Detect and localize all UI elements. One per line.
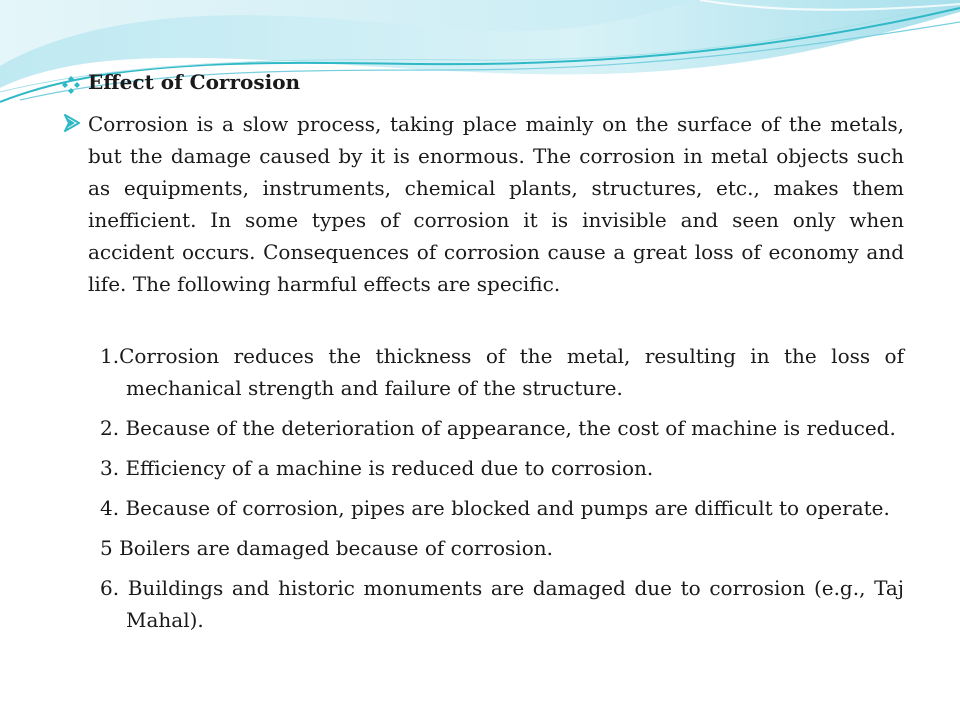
list-item: 1.Corrosion reduces the thickness of the metal, resulting in the loss of mechanical strength and failure of the structure. bbox=[100, 344, 904, 400]
arrow-right-icon bbox=[62, 113, 82, 133]
list-item: 2. Because of the deterioration of appearance, the cost of machine is reduced. bbox=[100, 416, 896, 440]
list-item: 3. Efficiency of a machine is reduced due to corrosion. bbox=[100, 456, 654, 480]
list-item: 5 Boilers are damaged because of corrosion. bbox=[100, 536, 553, 560]
list-item: 6. Buildings and historic monuments are damaged due to corrosion (e.g., Taj Mahal). bbox=[100, 576, 904, 632]
four-diamond-icon bbox=[62, 76, 80, 94]
intro-paragraph: Corrosion is a slow process, taking place mainly on the surface of the metals, but the damage caused by it is enormous. The corrosion in metal objects such as equipments, instruments, chemical plants, structures, etc., makes them inefficient. In some types of corrosion it is invisible and seen only when accident occurs. Consequences of corrosion cause a great loss of economy and life. The following harmful effects are specific. bbox=[88, 112, 904, 296]
effects-list bbox=[100, 340, 904, 644]
slide-heading: Effect of Corrosion bbox=[88, 70, 301, 94]
list-item: 4. Because of corrosion, pipes are blocked and pumps are difficult to operate. bbox=[100, 496, 890, 520]
